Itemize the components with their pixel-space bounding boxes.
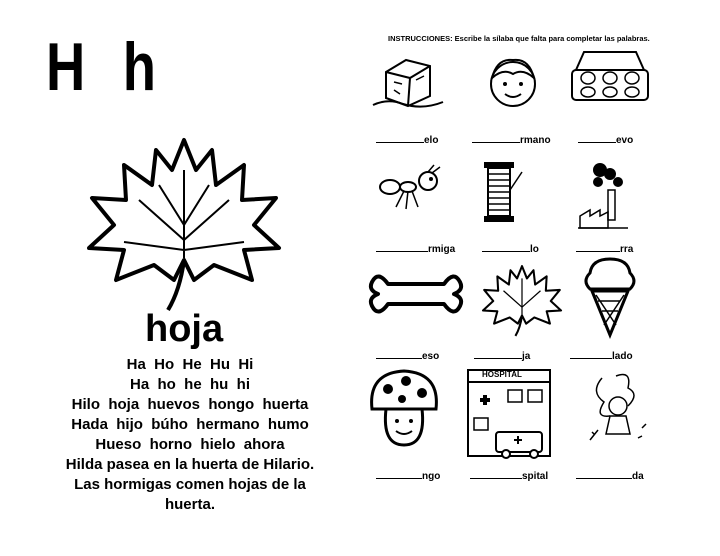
syllable-line: Hada hijo búho hermano humo [71, 416, 309, 433]
syllable-line: Hueso horno hielo ahora [95, 436, 285, 453]
ice-cube-icon [368, 50, 448, 112]
mushroom-icon [368, 365, 440, 449]
hospital-sign: HOSPITAL [482, 370, 522, 379]
boy-face-icon [483, 52, 543, 112]
syllable-line: Ha ho he hu hi [130, 376, 250, 393]
main-word: hoja [145, 308, 224, 350]
exercise-word[interactable]: rmano [472, 133, 551, 146]
exercise-word[interactable]: ja [474, 349, 530, 362]
egg-carton-icon [568, 48, 652, 108]
exercise-word[interactable]: evo [578, 133, 633, 146]
syllable-line: Ha Ho He Hu Hi [126, 356, 254, 373]
ice-cream-icon [582, 255, 638, 337]
syllable-text [40, 355, 340, 515]
sentence-line: Hilda pasea en la huerta de Hilario. [65, 456, 315, 473]
exercise-word[interactable]: ngo [376, 469, 440, 482]
exercise-word[interactable]: rra [576, 242, 633, 255]
sentence-line: Las hormigas comen hojas de la huerta. [74, 476, 306, 513]
syllable-line: Hilo hoja huevos hongo huerta [71, 396, 309, 413]
hospital-icon [466, 368, 552, 458]
ant-icon [376, 165, 446, 215]
leaf-icon [84, 130, 284, 315]
fairy-icon [588, 368, 652, 448]
exercise-word[interactable]: elo [376, 133, 438, 146]
exercise-word[interactable]: eso [376, 349, 439, 362]
thread-spool-icon [480, 160, 524, 224]
letter-heading: H h [46, 29, 168, 105]
exercise-word[interactable]: rmiga [376, 242, 455, 255]
exercise-word[interactable]: lado [570, 349, 633, 362]
exercise-word[interactable]: da [576, 469, 644, 482]
instructions: INSTRUCCIONES: Escribe la sílaba que falta para completar las palabras. [388, 34, 650, 43]
exercise-word[interactable]: lo [482, 242, 539, 255]
exercise-word[interactable]: spital [470, 469, 548, 482]
smoking-factory-icon [578, 160, 638, 230]
bone-icon [368, 268, 464, 320]
leaf-icon [474, 262, 570, 338]
